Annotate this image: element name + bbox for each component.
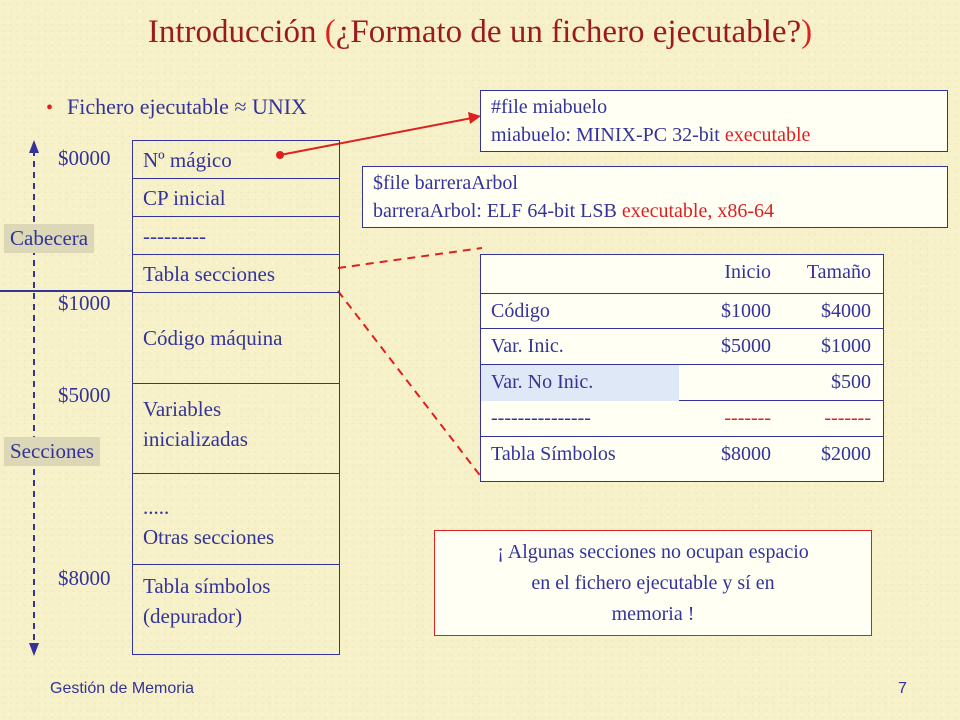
title-inner: ¿Formato de un fichero ejecutable?	[335, 14, 802, 50]
row-name: ---------------	[491, 407, 591, 429]
bullet-dot-icon: •	[46, 97, 54, 119]
row-inicio: $5000	[721, 335, 771, 357]
row-inicio: $1000	[721, 300, 771, 322]
row-tamano: $2000	[821, 443, 871, 465]
header-inicio: Inicio	[724, 261, 771, 283]
table-row	[481, 329, 883, 365]
table-row	[481, 401, 883, 437]
layout-vars-label-1: Variables	[143, 397, 222, 421]
address-8000: $8000	[58, 566, 111, 590]
layout-row-dashes	[133, 217, 339, 255]
layout-code-label: Código máquina	[143, 326, 283, 350]
cmd2-line1: $file barreraArbol	[373, 172, 518, 194]
file-miabuelo-box	[480, 90, 948, 152]
cmd1-line2	[491, 121, 937, 149]
file-barreraArbol-box	[362, 166, 948, 228]
axis-arrow-up	[29, 140, 39, 153]
layout-symbols-label-1: Tabla símbolos	[143, 574, 271, 598]
layout-row-cp	[133, 179, 339, 217]
layout-magic-label: Nº mágico	[143, 148, 232, 172]
table-connector-bottom	[338, 291, 482, 478]
bullet-text: Fichero ejecutable ≈ UNIX	[67, 94, 307, 119]
axis-arrow-down	[29, 643, 39, 656]
layout-cp-label: CP inicial	[143, 186, 226, 210]
cmd1-line1: #file miabuelo	[491, 96, 608, 118]
row-inicio: -------	[724, 407, 771, 429]
row-inicio: $8000	[721, 443, 771, 465]
title-paren-open: (	[324, 14, 336, 50]
note-line-2: en el fichero ejecutable y sí en	[531, 572, 775, 594]
layout-row-section-table	[133, 255, 339, 293]
bullet-item	[46, 94, 307, 120]
table-row	[481, 293, 883, 329]
cmd1-line2-text: miabuelo: MINIX-PC 32-bit	[491, 124, 725, 146]
note-box	[434, 530, 872, 636]
footer-page-number: 7	[898, 680, 907, 697]
row-name: Var. Inic.	[491, 335, 564, 357]
row-name: Tabla Símbolos	[491, 443, 616, 465]
table-row	[481, 365, 883, 401]
note-line-1: ¡ Algunas secciones no ocupan espacio	[497, 541, 809, 563]
cmd2-line2-text: barreraArbol: ELF 64-bit LSB	[373, 200, 622, 222]
row-name: Código	[491, 300, 550, 322]
layout-row-magic	[133, 141, 339, 179]
layout-section-table-label: Tabla secciones	[143, 262, 276, 286]
title-main: Introducción	[147, 14, 317, 50]
row-name: Var. No Inic.	[491, 371, 594, 393]
layout-dashes-label: ---------	[143, 224, 206, 248]
address-0000: $0000	[58, 146, 111, 170]
label-secciones: Secciones	[4, 437, 100, 466]
cmd2-line2	[373, 197, 937, 225]
cmd2-line2-highlight: executable, x86-64	[621, 200, 775, 222]
label-cabecera: Cabecera	[4, 224, 94, 253]
address-1000: $1000	[58, 291, 111, 315]
row-tamano: $1000	[821, 335, 871, 357]
row-tamano: $4000	[821, 300, 871, 322]
cmd1-line2-highlight: executable	[724, 124, 811, 146]
layout-row-code	[133, 293, 339, 384]
layout-row-symbols	[133, 565, 339, 654]
layout-vars-label-2: inicializadas	[143, 427, 248, 451]
table-header-row	[481, 255, 883, 291]
row-tamano: -------	[824, 407, 871, 429]
layout-row-vars	[133, 384, 339, 474]
row-tamano: $500	[831, 371, 871, 393]
executable-layout	[132, 140, 340, 655]
note-line-3: memoria !	[611, 603, 695, 625]
section-table	[480, 254, 884, 482]
table-connector-top	[338, 248, 482, 268]
layout-row-other	[133, 474, 339, 565]
title-paren-close: )	[801, 14, 813, 50]
layout-symbols-label-2: (depurador)	[143, 604, 243, 628]
table-row	[481, 437, 883, 473]
layout-other-label-1: .....	[143, 495, 170, 519]
header-tamano: Tamaño	[806, 261, 871, 283]
address-5000: $5000	[58, 383, 111, 407]
footer-course: Gestión de Memoria	[50, 680, 195, 697]
slide-title	[0, 14, 960, 51]
layout-other-label-2: Otras secciones	[143, 525, 275, 549]
